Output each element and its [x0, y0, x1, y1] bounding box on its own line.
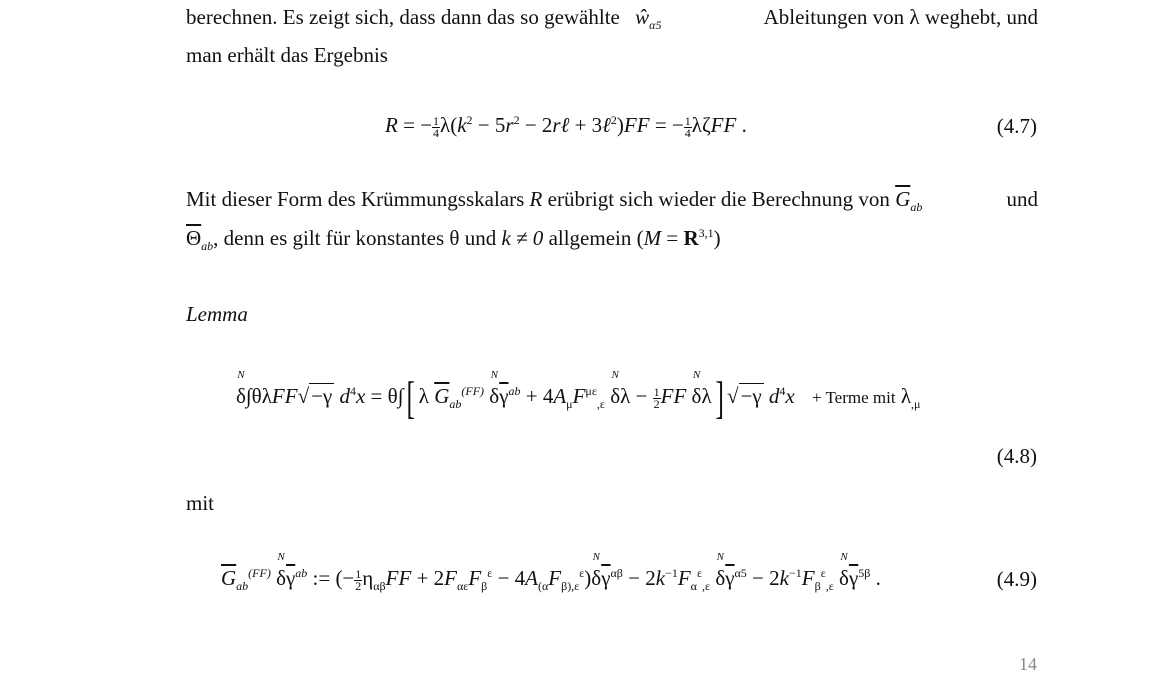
- equation-4-8: δ N ∫θλFF√−γ $d^4x = \theta\int$[ λ $\overline{G}_{ab}^{(FF)}$ δ N $\overline{\gamma}^{ab} + 4A_\mu F^{\mu\varepsilon}_{,\varepsilon}$ δ N λ − $\frac{1}{2}$ FF δ N λ] √−γ $d^4x$ + Terme mit $\lambda_{,\mu}$: [236, 368, 921, 423]
- page-number: 14: [1019, 654, 1037, 674]
- equation-number-4-8: (4.8): [996, 444, 1037, 468]
- text-line-1: [186, 5, 1038, 33]
- text-line-2: man erhält das Ergebnis: [186, 43, 388, 67]
- w-hat-symbol: $ŵ_{\alpha 5}$: [635, 5, 662, 33]
- line1-text-b: Ableitungen von λ weghebt, und: [763, 5, 1038, 29]
- symbol-G-bar: $\overline{G}_{ab}$: [895, 187, 923, 215]
- equation-4-9: $\overline{G}_{ab}^{(FF)}$ δ N $\overline{\gamma}^{ab}$ := (− $\frac{1}{2}$ $\eta_{\alpha\beta}FF + 2F_{\alpha\varepsilon}F_\beta^\varepsilon - 4A_{(\alpha}F_{\beta),\varepsilon}^\varepsilon)\delta$ N $\overline{\gamma}^{\alpha\beta} - 2k^{-1}F_\alpha^\varepsilon_{,\varepsilon}$ δ N $\overline{\gamma}^{\alpha 5} - 2k^{-1}F_\beta^\varepsilon_{,\varepsilon}$ δ N $\overline{\gamma}^{5\beta}$ .: [221, 551, 881, 594]
- equation-4-7: R = − $\frac{1}{4}$ $\lambda(k^2 - 5r^2$ − 2rℓ + 3ℓ$^2$)FF = − $\frac{1}{4}$ λζFF .: [385, 113, 747, 140]
- symbol-Theta-bar: $\overline{\Theta}$: [186, 226, 202, 250]
- line1-text-a: berechnen. Es zeigt sich, dass dann das so gewählte: [186, 5, 620, 29]
- symbol-R: R: [529, 187, 543, 211]
- equation-number-4-9: (4.9): [996, 567, 1037, 591]
- terme-mit-text: + Terme mit: [811, 387, 896, 407]
- mit-text: mit: [186, 491, 215, 515]
- text-line-4: $\overline{\Theta}_{ab}$, denn es gilt für konstantes θ und k ≠ 0 allgemein (M = R$^{3,1}$): [186, 226, 721, 254]
- lemma-heading: Lemma: [186, 302, 248, 326]
- equation-number-4-7: (4.7): [996, 114, 1037, 138]
- text-line-3: Mit dieser Form des Krümmungsskalars R erübrigt sich wieder die Berechnung von $\overline{G}_{ab}$ und: [186, 187, 1038, 215]
